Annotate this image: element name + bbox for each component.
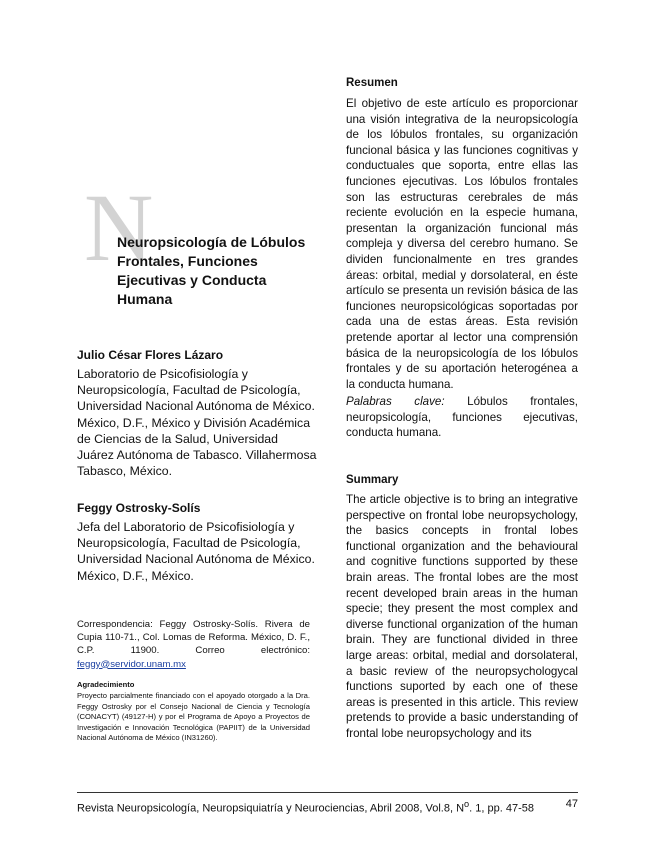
author-1-affiliation: Laboratorio de Psicofisiología y Neuropsicología, Facultad de Psicología, Universidad Nacional Autónoma de México. México, D.F., México y División Académica de Ciencias de la Salud, Universidad Juárez Autónoma de Tabasco. Villahermosa Tabasco, México.: [77, 367, 317, 479]
resumen-heading: Resumen: [346, 77, 398, 89]
author-2-name: Feggy Ostrosky-Solís: [77, 501, 201, 515]
correspondence-text: Correspondencia: Feggy Ostrosky-Solís. Rivera de Cupia 110-71., Col. Lomas de Reforma. México, D. F., C.P. 11900. Correo electrónico:: [77, 619, 310, 657]
correspondence-email-link[interactable]: feggy@servidor.unam.mx: [77, 658, 186, 670]
acknowledgements-heading: Agradecimiento: [77, 680, 135, 689]
page-footer: [77, 797, 578, 816]
author-2-affiliation: Jefa del Laboratorio de Psicofisiología y Neuropsicología, Facultad de Psicología, Universidad Nacional Autónoma de México. México, D.F., México.: [77, 520, 315, 583]
journal-citation: Revista Neuropsicología, Neuropsiquiatría y Neurociencias, Abril 2008, Vol.8, $N^o$. 1, pp. 47-58: [77, 799, 534, 815]
author-1: [77, 347, 317, 479]
author-2: [77, 500, 317, 584]
keywords-list: Lóbulos frontales, neuropsicología, funciones ejecutivas, conducta humana.: [346, 395, 578, 440]
author-1-name: Julio César Flores Lázaro: [77, 348, 224, 362]
summary-heading: Summary: [346, 474, 399, 486]
footer-divider: [77, 792, 578, 793]
page-number: 47: [565, 798, 578, 810]
correspondence-note: [77, 618, 310, 671]
resumen-text: El objetivo de este artículo es proporcionar una visión integrativa de la neuropsicología de los lóbulos frontales, su organización funcional básica y las funciones cognitivas y conductuales que soporta, entre ellas las funciones ejecutivas. Los lóbulos frontales son las estructuras cerebrales de más reciente evolución en la especie humana, presentan la organización funcional más compleja y diversa del cerebro humano. Se dividen funcionalmente en tres grandes áreas: orbital, medial y dorsolateral, en éste artículo se presenta un revisión básica de las funciones neuropsicológicas soportadas por cada una de estas áreas. Esta revisión pretende aportar al lector una comprensión básica de la neuropsicología de los lóbulos frontales y de su aportación heterogénea a la conducta humana.: [346, 97, 579, 391]
keywords-paragraph: [346, 394, 578, 441]
article-title: Neuropsicología de Lóbulos Frontales, Funciones Ejecutivas y Conducta Humana: [117, 234, 306, 307]
title-dropcap-letter: N: [84, 174, 154, 281]
keywords-label: Palabras clave:: [346, 395, 445, 408]
summary-text: The article objective is to bring an integrative perspective on frontal lobe neuropsychology, the basics concepts in frontal lobes functional organization and the behavioural and cognitive functions supported by these brain areas. The frontal lobes are the most recent developed brain areas in the human specie; they present the most complex and diverse functional organization of the human brain. They are functional divided in three large areas: orbital, medial and dorsolateral, a basic review of the neuropsychologycal functions suported by each one of these areas is presented in this article. This review pretends to provide a basic understanding of frontal lobe neuropsychology and its: [346, 493, 578, 740]
acknowledgements-text: Proyecto parcialmente financiado con el apoyado otorgado a la Dra. Feggy Ostrosky por el Consejo Nacional de Ciencia y Tecnología (CONACYT) (49127-H) y por el Programa de Apoyo a Proyectos de Investigación e Innovación Tecnológica (PAPIIT) de la Universidad Nacional Autónoma de México (IN31260).: [77, 691, 310, 743]
